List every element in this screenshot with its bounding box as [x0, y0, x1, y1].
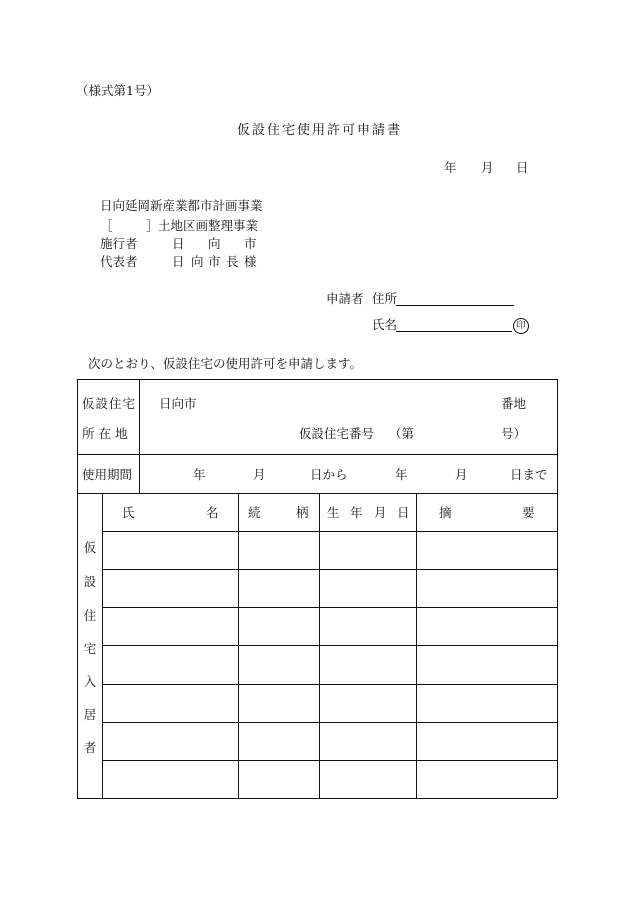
resident-birthdate-cell[interactable] [320, 761, 416, 798]
period-month-2: 月 [455, 467, 468, 482]
period-until: 日まで [510, 467, 548, 482]
col-birth-1: 生 [327, 505, 340, 520]
executor-name-2: 向 [208, 236, 221, 251]
location-banchi: 番地 [501, 396, 527, 411]
housing-number-label: 仮設住宅番号 [299, 426, 375, 441]
location-label-2: 所 在 地 [82, 426, 128, 441]
col-birth-4: 日 [397, 505, 410, 520]
rep-name-2: 向 [191, 254, 204, 269]
col-birth-2: 年 [350, 505, 363, 520]
side-label-7: 者 [83, 740, 97, 755]
addressee-line1: 日向延岡新産業都市計画事業 [100, 198, 263, 213]
date-year: 年 [444, 160, 457, 175]
date-month: 月 [481, 160, 494, 175]
executor-name-3: 市 [244, 236, 257, 251]
period-label: 使用期間 [82, 467, 133, 482]
resident-name-cell[interactable] [103, 608, 238, 645]
name-label: 氏名 [372, 317, 398, 332]
address-field[interactable] [396, 292, 514, 306]
col-name-1: 氏 [122, 505, 135, 520]
rep-name-1: 日 [172, 254, 185, 269]
resident-note-cell[interactable] [417, 532, 557, 569]
resident-note-cell[interactable] [417, 608, 557, 645]
col-name-2: 名 [206, 505, 219, 520]
resident-name-cell[interactable] [103, 761, 238, 798]
addressee-line2: 土地区画整理事業 [158, 218, 259, 233]
resident-name-cell[interactable] [103, 646, 238, 684]
resident-relation-cell[interactable] [239, 723, 319, 760]
executor-label: 施行者 [100, 236, 138, 251]
intro-text: 次のとおり、仮設住宅の使用許可を申請します。 [88, 356, 363, 371]
resident-name-cell[interactable] [103, 570, 238, 607]
col-relation-2: 柄 [296, 505, 309, 520]
resident-relation-cell[interactable] [239, 685, 319, 722]
resident-note-cell[interactable] [417, 761, 557, 798]
resident-note-cell[interactable] [417, 685, 557, 722]
side-label-2: 設 [83, 574, 97, 589]
date-day: 日 [516, 160, 529, 175]
resident-birthdate-cell[interactable] [320, 532, 416, 569]
housing-number-go: 号） [501, 426, 527, 441]
side-label-3: 住 [83, 608, 97, 623]
resident-note-cell[interactable] [417, 723, 557, 760]
resident-birthdate-cell[interactable] [320, 608, 416, 645]
form-number: （様式第1号） [76, 83, 159, 98]
period-year-1: 年 [193, 467, 206, 482]
rep-name-5: 様 [244, 254, 257, 269]
col-birth-3: 月 [374, 505, 387, 520]
resident-note-cell[interactable] [417, 570, 557, 607]
location-city: 日向市 [159, 396, 197, 411]
housing-number-dai: （第 [389, 426, 415, 441]
side-label-5: 入 [83, 674, 97, 689]
col-note-2: 要 [522, 505, 535, 520]
rep-label: 代表者 [100, 254, 138, 269]
resident-relation-cell[interactable] [239, 761, 319, 798]
resident-birthdate-cell[interactable] [320, 723, 416, 760]
addressee-bracket-close: ］ [146, 218, 159, 233]
side-label-4: 宅 [83, 641, 97, 656]
resident-relation-cell[interactable] [239, 532, 319, 569]
applicant-label: 申請者 [326, 291, 364, 306]
side-label-6: 居 [83, 707, 97, 722]
resident-relation-cell[interactable] [239, 608, 319, 645]
executor-name-1: 日 [172, 236, 185, 251]
col-note-1: 摘 [439, 505, 452, 520]
address-label: 住所 [372, 291, 398, 306]
col-relation-1: 続 [248, 505, 261, 520]
name-field[interactable] [396, 318, 512, 332]
resident-birthdate-cell[interactable] [320, 646, 416, 684]
side-label-1: 仮 [83, 540, 97, 555]
resident-relation-cell[interactable] [239, 570, 319, 607]
resident-name-cell[interactable] [103, 723, 238, 760]
resident-note-cell[interactable] [417, 646, 557, 684]
page-title: 仮設住宅使用許可申請書 [237, 123, 403, 138]
period-from: 日から [310, 467, 348, 482]
seal-mark: 印 [513, 318, 529, 334]
addressee-bracket-open: ［ [100, 218, 113, 233]
resident-relation-cell[interactable] [239, 646, 319, 684]
location-label-1: 仮設住宅 [82, 396, 137, 411]
period-month-1: 月 [253, 467, 266, 482]
rep-name-4: 長 [226, 254, 239, 269]
resident-birthdate-cell[interactable] [320, 570, 416, 607]
rep-name-3: 市 [208, 254, 221, 269]
period-year-2: 年 [395, 467, 408, 482]
resident-name-cell[interactable] [103, 532, 238, 569]
resident-birthdate-cell[interactable] [320, 685, 416, 722]
resident-name-cell[interactable] [103, 685, 238, 722]
